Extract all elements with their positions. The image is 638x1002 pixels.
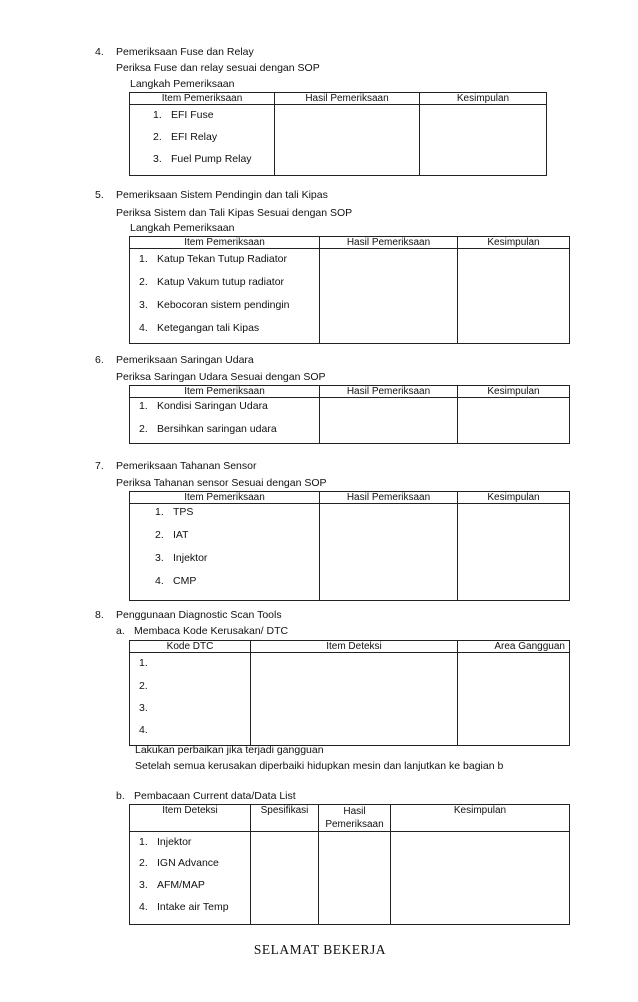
section-subtitle: Periksa Fuse dan relay sesuai dengan SOP (116, 62, 320, 74)
inspection-table-7 (129, 491, 570, 601)
item-deteksi-cell[interactable] (251, 653, 458, 746)
list-item: 1. Injektor (139, 836, 192, 848)
header-item: Item Pemeriksaan (130, 492, 320, 504)
list-item: 4. Intake air Temp (139, 901, 229, 913)
steps-label: Langkah Pemeriksaan (130, 222, 235, 234)
list-item: 2. IGN Advance (139, 857, 219, 869)
header-item-deteksi: Item Deteksi (251, 641, 458, 653)
dtc-table (129, 640, 570, 746)
header-hasil: Hasil Pemeriksaan (320, 492, 458, 504)
kesimpulan-cell[interactable] (391, 832, 570, 925)
section-subtitle: Periksa Saringan Udara Sesuai dengan SOP (116, 371, 326, 383)
list-item: 2. Katup Vakum tutup radiator (139, 276, 285, 288)
list-item: 2. EFI Relay (153, 131, 218, 143)
data-list-table (129, 804, 570, 925)
result-cell[interactable] (320, 249, 458, 344)
note-line: Lakukan perbaikan jika terjadi gangguan (135, 744, 324, 756)
list-item: 3. Kebocoran sistem pendingin (139, 299, 290, 311)
list-item: 1. TPS (155, 506, 194, 518)
header-item: Item Pemeriksaan (130, 237, 320, 249)
closing-text: SELAMAT BEKERJA (253, 942, 387, 957)
conclusion-cell[interactable] (458, 249, 570, 344)
inspection-table-4 (129, 92, 547, 176)
spesifikasi-cell[interactable] (251, 832, 319, 925)
list-item: 1. Kondisi Saringan Udara (139, 400, 268, 412)
list-item: 2. Bersihkan saringan udara (139, 423, 277, 435)
hasil-cell[interactable] (319, 832, 391, 925)
section-title: Pemeriksaan Fuse dan Relay (116, 46, 254, 58)
subsection-letter: a. (116, 625, 125, 637)
list-item: 2. IAT (155, 529, 189, 541)
section-number: 7. (95, 460, 104, 472)
list-item: 3. Fuel Pump Relay (153, 153, 252, 165)
section-subtitle: Periksa Sistem dan Tali Kipas Sesuai dengan SOP (116, 207, 353, 219)
list-item: 1. Katup Tekan Tutup Radiator (139, 253, 287, 265)
header-kesimpulan: Kesimpulan (458, 237, 570, 249)
section-title: Penggunaan Diagnostic Scan Tools (116, 609, 282, 621)
section-number: 4. (95, 46, 104, 58)
section-number: 5. (95, 189, 104, 201)
header-hasil-pemeriksaan: Hasil Pemeriksaan (319, 805, 391, 832)
header-item: Item Pemeriksaan (130, 93, 275, 105)
subsection-title: Membaca Kode Kerusakan/ DTC (134, 625, 289, 637)
list-item: 2. (139, 680, 148, 692)
steps-label: Langkah Pemeriksaan (130, 78, 235, 90)
conclusion-cell[interactable] (458, 504, 570, 601)
header-area-gangguan: Area Gangguan (458, 641, 570, 653)
list-item: 1. (139, 657, 148, 669)
header-hasil: Hasil Pemeriksaan (275, 93, 420, 105)
list-item: 4. Ketegangan tali Kipas (139, 322, 260, 334)
header-kesimpulan: Kesimpulan (391, 805, 570, 832)
result-cell[interactable] (320, 504, 458, 601)
section-title: Pemeriksaan Tahanan Sensor (116, 460, 257, 472)
header-kesimpulan: Kesimpulan (420, 93, 547, 105)
note-line: Setelah semua kerusakan diperbaiki hidupkan mesin dan lanjutkan ke bagian b (135, 760, 504, 772)
section-title: Pemeriksaan Sistem Pendingin dan tali Kipas (116, 189, 328, 201)
area-gangguan-cell[interactable] (458, 653, 570, 746)
conclusion-cell[interactable] (458, 398, 570, 444)
result-cell[interactable] (275, 105, 420, 176)
header-hasil: Hasil Pemeriksaan (320, 386, 458, 398)
header-hasil: Hasil Pemeriksaan (320, 237, 458, 249)
section-number: 8. (95, 609, 104, 621)
result-cell[interactable] (320, 398, 458, 444)
subsection-letter: b. (116, 790, 125, 802)
list-item: 3. (139, 702, 148, 714)
header-kode-dtc: Kode DTC (130, 641, 251, 653)
section-title: Pemeriksaan Saringan Udara (116, 354, 254, 366)
subsection-title: Pembacaan Current data/Data List (134, 790, 296, 802)
list-item: 1. EFI Fuse (153, 109, 214, 121)
header-spesifikasi: Spesifikasi (251, 805, 319, 832)
list-item: 4. CMP (155, 575, 197, 587)
section-number: 6. (95, 354, 104, 366)
conclusion-cell[interactable] (420, 105, 547, 176)
header-kesimpulan: Kesimpulan (458, 386, 570, 398)
list-item: 4. (139, 724, 148, 736)
header-item: Item Pemeriksaan (130, 386, 320, 398)
header-kesimpulan: Kesimpulan (458, 492, 570, 504)
inspection-table-5 (129, 236, 570, 344)
header-item-deteksi: Item Deteksi (130, 805, 251, 832)
section-subtitle: Periksa Tahanan sensor Sesuai dengan SOP (116, 477, 327, 489)
list-item: 3. AFM/MAP (139, 879, 205, 891)
inspection-table-6 (129, 385, 570, 444)
list-item: 3. Injektor (155, 552, 208, 564)
